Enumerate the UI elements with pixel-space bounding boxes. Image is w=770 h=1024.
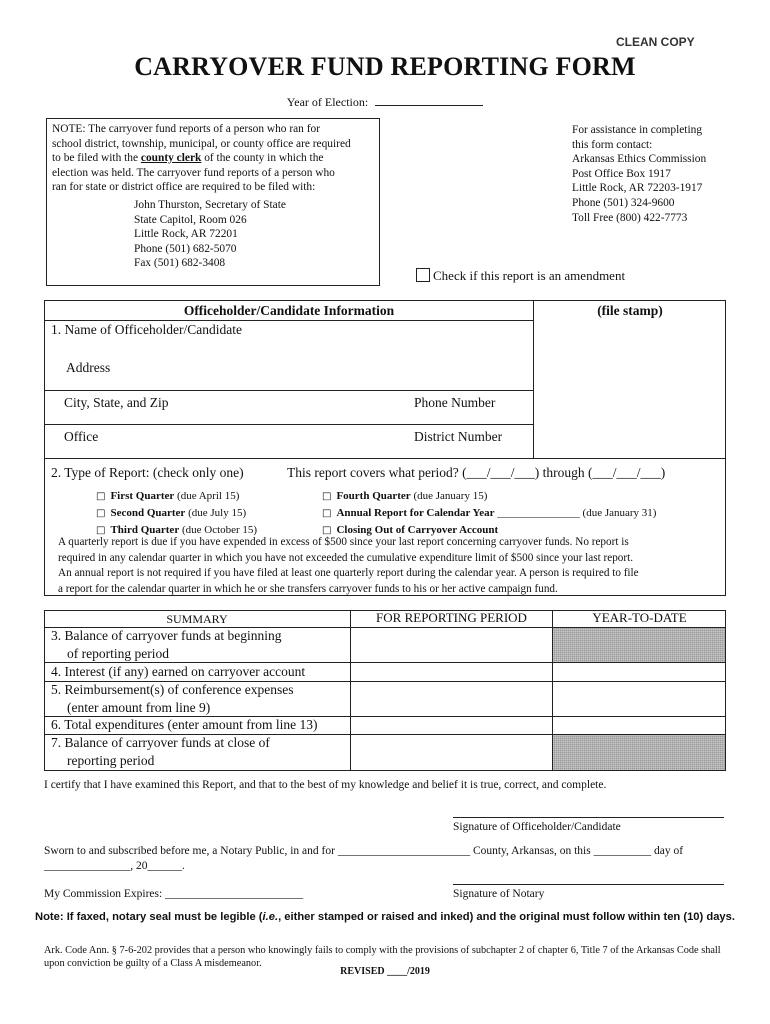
divider — [44, 320, 534, 321]
assistance-contact — [572, 123, 706, 225]
note-line: a report for the calendar quarter in which he or she transfers carryover funds to his or her active campaign fund. — [58, 582, 558, 595]
notary-signature-label: Signature of Notary — [453, 888, 545, 900]
summary-row-7 — [51, 734, 270, 769]
shaded-cell — [553, 628, 725, 662]
period-balance-beginning-field[interactable] — [352, 629, 551, 661]
address-field[interactable] — [130, 360, 520, 386]
checkbox-icon: □ — [322, 525, 332, 536]
ark-code-notice: Ark. Code Ann. § 7-6-202 provides that a person who knowingly fails to comply with the provisions of subchapter 2 of chapter 6, Title 7 of the Arkansas Code shall upon conviction be guilty of a Class A misdemeanor. — [44, 945, 721, 970]
closing-out-option[interactable]: □ Closing Out of Carryover Account — [322, 524, 499, 536]
quarterly-report-notes — [58, 535, 698, 597]
report-options-right — [322, 488, 656, 539]
ytd-expenditures-field[interactable] — [554, 718, 725, 733]
form-title: CARRYOVER FUND REPORTING FORM — [134, 52, 636, 81]
secretary-of-state-address — [134, 198, 286, 271]
checkbox-icon: □ — [322, 508, 332, 519]
report-type-label: 2. Type of Report: (check only one) — [51, 465, 244, 480]
second-quarter-option[interactable]: □ Second Quarter (due July 15) — [96, 507, 247, 519]
name-label: 1. Name of Officeholder/Candidate — [51, 322, 242, 337]
note-line: A quarterly report is due if you have expended in excess of $500 since your last report concerning carryover funds. No report is — [58, 536, 629, 548]
address-line: John Thurston, Secretary of State — [134, 199, 286, 211]
certification-text: I certify that I have examined this Report, and that to the best of my knowledge and belief it is true, correct, and complete. — [44, 779, 607, 791]
name-field[interactable] — [51, 340, 521, 358]
report-period: This report covers what period? (___/___/___) through (___/___/___) — [287, 465, 666, 480]
divider — [44, 458, 726, 459]
contact-line: For assistance in completing — [572, 124, 703, 136]
row-label: 4. Interest (if any) earned on carryover account — [51, 664, 306, 679]
ytd-interest-field[interactable] — [554, 664, 725, 680]
amendment-checkbox[interactable] — [416, 268, 430, 282]
row-label: of reporting period — [67, 645, 169, 661]
summary-row-6 — [51, 716, 317, 734]
note-line: NOTE: The carryover fund reports of a person who ran for — [52, 123, 321, 135]
row-label: reporting period — [67, 752, 155, 768]
report-options-left — [96, 488, 257, 539]
checkbox-icon: □ — [96, 508, 106, 519]
third-quarter-option[interactable]: □ Third Quarter (due October 15) — [96, 524, 258, 536]
fax-note: Note: If faxed, notary seal must be legible (i.e., either stamped or raised and inked) and the original must follow within ten (10) days. — [35, 911, 735, 923]
summary-row-5 — [51, 681, 294, 716]
year-to-date-header: YEAR-TO-DATE — [592, 610, 687, 625]
checkbox-icon: □ — [96, 525, 106, 536]
sworn-statement-line2: _______________, 20______. — [44, 860, 185, 872]
note-line: school district, township, municipal, or county office are required — [52, 137, 351, 150]
amendment-label: Check if this report is an amendment — [433, 268, 626, 283]
year-of-election — [0, 94, 770, 110]
address-label: Address — [66, 360, 111, 375]
shaded-cell — [553, 735, 725, 770]
reporting-period-header: FOR REPORTING PERIOD — [376, 610, 527, 625]
note-line: election was held. The carryover fund reports of a person who — [52, 166, 335, 179]
amendment-check — [416, 268, 625, 284]
summary-header: SUMMARY — [166, 612, 228, 626]
period-interest-field[interactable] — [352, 664, 551, 680]
year-label: Year of Election: — [286, 95, 369, 109]
note-line: An annual report is not required if you have filed at least one quarterly report during the calendar year. A person is required to file — [58, 567, 639, 580]
first-quarter-option[interactable]: □ First Quarter (due April 15) — [96, 490, 240, 502]
note-line: ran for state or district office are required to be filed with: — [52, 181, 316, 194]
county-clerk-text: county clerk — [140, 152, 202, 165]
fourth-quarter-option[interactable]: □ Fourth Quarter (due January 15) — [322, 490, 488, 502]
divider — [44, 424, 534, 425]
note-line: to be filed with the county clerk of the county in which the — [52, 152, 324, 165]
row-label: 3. Balance of carryover funds at beginning — [51, 628, 282, 643]
notary-signature-line[interactable] — [453, 884, 724, 885]
contact-line: Arkansas Ethics Commission — [572, 153, 707, 166]
address-line: State Capitol, Room 026 — [134, 213, 247, 226]
clean-copy-label: CLEAN COPY — [616, 35, 695, 49]
revised-label: REVISED ____/2019 — [340, 966, 430, 977]
note-text — [52, 122, 374, 195]
sworn-statement-line1: Sworn to and subscribed before me, a Notary Public, in and for _______________________ County, Arkansas, on this __________ day of — [44, 845, 684, 857]
office-label: Office — [64, 429, 99, 444]
row-label: 5. Reimbursement(s) of conference expenses — [51, 682, 294, 697]
phone-label: Phone Number — [414, 395, 496, 410]
checkbox-icon: □ — [322, 491, 332, 502]
contact-line: Phone (501) 324-9600 — [572, 196, 675, 209]
district-label: District Number — [414, 429, 503, 444]
annual-report-option[interactable]: □ Annual Report for Calendar Year _______________ (due January 31) — [322, 507, 657, 519]
note-line: required in any calendar quarter in which you have not exceeded the cumulative expenditure limit of $500 since your last report. — [58, 551, 634, 564]
divider — [44, 390, 534, 391]
row-label: 7. Balance of carryover funds at close of — [51, 735, 270, 750]
file-stamp-area — [536, 322, 724, 456]
summary-row-4 — [51, 663, 305, 681]
ytd-reimbursement-field[interactable] — [554, 683, 725, 715]
contact-line: Little Rock, AR 72203-1917 — [572, 182, 703, 195]
summary-row-3 — [51, 627, 282, 662]
address-line: Fax (501) 682-3408 — [134, 257, 226, 270]
period-expenditures-field[interactable] — [352, 718, 551, 733]
contact-line: Toll Free (800) 422-7773 — [572, 211, 688, 224]
divider — [350, 610, 351, 771]
address-line: Phone (501) 682-5070 — [134, 242, 237, 255]
officeholder-signature-line[interactable] — [453, 817, 724, 818]
officeholder-signature-label: Signature of Officeholder/Candidate — [453, 821, 621, 833]
city-state-zip-label: City, State, and Zip — [64, 395, 169, 410]
period-reimbursement-field[interactable] — [352, 683, 551, 715]
contact-line: this form contact: — [572, 138, 653, 151]
year-field[interactable] — [375, 94, 483, 106]
period-balance-close-field[interactable] — [352, 736, 551, 770]
contact-line: Post Office Box 1917 — [572, 167, 671, 180]
row-label: (enter amount from line 9) — [67, 699, 211, 715]
address-line: Little Rock, AR 72201 — [134, 228, 238, 241]
commission-expires: My Commission Expires: ________________________ — [44, 888, 304, 900]
checkbox-icon: □ — [96, 491, 106, 502]
officeholder-heading: Officeholder/Candidate Information — [183, 303, 395, 318]
file-stamp-label: (file stamp) — [597, 303, 663, 318]
divider — [533, 300, 534, 458]
row-label: 6. Total expenditures (enter amount from line 13) — [51, 717, 318, 732]
